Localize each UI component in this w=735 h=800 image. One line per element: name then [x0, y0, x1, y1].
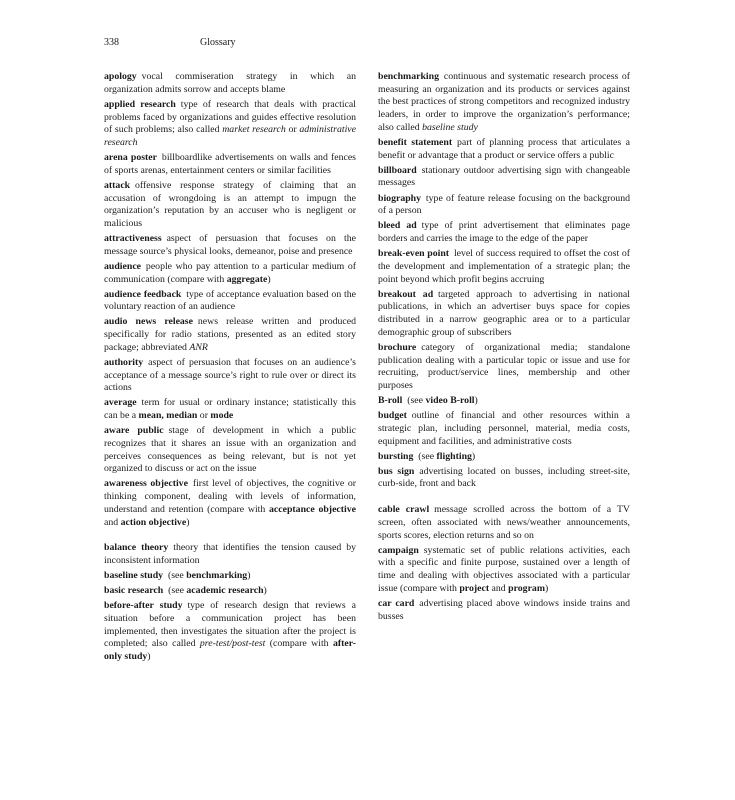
definition-text: ): [471, 450, 476, 462]
definition-text: ): [267, 273, 271, 285]
glossary-definition: [168, 570, 250, 581]
glossary-entry: [104, 585, 356, 598]
glossary-definition: [407, 395, 478, 406]
definition-text: news release written and produced specifically for radio stations, presented as an edited story package; abbreviated: [104, 316, 357, 353]
definition-text: type of acceptance evaluation based on the voluntary reaction of an audience: [104, 288, 356, 313]
glossary-definition: [104, 397, 356, 421]
glossary-entry: [104, 152, 356, 177]
glossary-entry: [104, 542, 356, 567]
definition-text: continuous and systematic research process of measuring an organization and its products or services against the best practices of strong competitors and recognized industry leaders, in order to improve the organization’s performance; also called: [378, 71, 630, 133]
glossary-entry: [378, 220, 630, 245]
definition-text: stationary outdoor advertising sign with changeable messages: [378, 164, 630, 189]
glossary-entry: [104, 261, 356, 286]
glossary-entry: [104, 570, 356, 583]
glossary-term: applied research: [104, 98, 176, 110]
alternate-term: market research: [222, 124, 286, 136]
definition-text: (see: [167, 570, 187, 581]
cross-reference-term: academic research: [186, 585, 264, 597]
definition-text: ): [474, 395, 478, 406]
glossary-term: audience feedback: [104, 288, 182, 300]
cross-reference-term: after-only study: [104, 638, 356, 662]
glossary-term: bursting: [378, 450, 414, 462]
glossary-term: audio news release: [104, 316, 193, 328]
definition-text: ): [147, 651, 151, 662]
glossary-term: biography: [378, 192, 422, 204]
definition-text: type of research that deals with practical problems faced by organizations and guides effective resolution of such problems; also called: [104, 98, 356, 136]
glossary-entry: [378, 598, 630, 623]
glossary-entry: [104, 397, 356, 422]
alternate-term: administrative research: [104, 124, 357, 148]
glossary-term: cable crawl: [378, 504, 430, 516]
cross-reference-term: action objective: [120, 516, 187, 528]
glossary-entry: [378, 466, 630, 491]
definition-text: (see: [168, 585, 187, 597]
glossary-entry: [104, 316, 356, 354]
definition-text: and: [489, 582, 509, 594]
glossary-term: bleed ad: [378, 220, 417, 232]
glossary-column-right: [378, 71, 630, 626]
definition-text: systematic set of public relations activities, each with a specific and finite purpose, sustained over a length of time and dealing with objectives associated with a particular issue (compare with: [378, 544, 630, 594]
glossary-definition: [378, 410, 630, 446]
definition-text: ): [263, 585, 267, 597]
definition-text: aspect of persuasion that focuses on the message source’s physical looks, demeanor, poise and presence: [104, 233, 356, 257]
glossary-entry: [378, 342, 630, 393]
glossary-column-left: [104, 71, 356, 666]
definition-text: (see: [418, 450, 437, 462]
glossary-term: balance theory: [104, 542, 169, 554]
definition-text: or: [197, 410, 211, 422]
glossary-term: authority: [104, 356, 144, 368]
cross-reference-term: aggregate: [226, 273, 268, 285]
glossary-entry: [378, 410, 630, 448]
glossary-entry: [378, 248, 630, 286]
glossary-term: attractiveness: [104, 233, 162, 244]
definition-text: vocal commiseration strategy in which an organization admits sorrow and accepts blame: [104, 71, 356, 95]
glossary-entry: [378, 545, 630, 596]
definition-text: billboardlike advertisements on walls and fences of sports arenas, entertainment centers or similar facilities: [104, 152, 356, 176]
glossary-definition: [168, 585, 267, 596]
definition-text: term for usual or ordinary instance; statistically this can be a: [104, 397, 356, 422]
definition-text: ): [247, 570, 251, 581]
glossary-term: break-even point: [378, 248, 450, 260]
glossary-term: brochure: [378, 341, 417, 353]
glossary-definition: [418, 451, 475, 462]
glossary-entry: [104, 425, 356, 476]
cross-reference-term: benchmarking: [186, 570, 248, 581]
glossary-term: aware public: [104, 425, 164, 437]
definition-text: advertising located on busses, including street-site, curb-side, front and back: [378, 465, 630, 490]
cross-reference-term: program: [508, 582, 545, 594]
definition-text: (compare with: [265, 638, 333, 650]
definition-text: (see: [407, 395, 426, 406]
definition-text: theory that identifies the tension caused by inconsistent information: [104, 542, 356, 566]
alternate-term: pre-test/post-test: [199, 638, 266, 650]
definition-text: type of research design that reviews a situation before a communication project has been implemented, then investigates the situation after the project is completed; also called: [104, 600, 356, 650]
definition-text: ): [186, 516, 190, 528]
glossary-entry: [104, 357, 356, 395]
glossary-term: bus sign: [378, 465, 415, 477]
glossary-term: before-after study: [104, 600, 183, 612]
glossary-term: awareness objective: [104, 478, 188, 490]
cross-reference-term: acceptance objective: [269, 503, 356, 515]
glossary-term: apology: [104, 71, 137, 82]
definition-text: or: [285, 124, 300, 136]
glossary-entry: [104, 71, 356, 96]
glossary-term: campaign: [378, 544, 419, 556]
glossary-entry: [104, 233, 356, 258]
definition-text: type of feature release focusing on the background of a person: [378, 192, 630, 217]
glossary-entry: [104, 600, 356, 664]
glossary-entry: [104, 478, 356, 529]
definition-text: stage of development in which a public recognizes that it shares an issue with an organization and perceives consequences as being relevant, but is not yet organized to discuss or act on the issue: [104, 425, 356, 475]
glossary-entry: [378, 165, 630, 190]
alternate-term: ANR: [189, 341, 208, 353]
glossary-entry: [378, 193, 630, 218]
glossary-entry: [378, 71, 630, 135]
glossary-entry: [378, 137, 630, 162]
definition-text: offensive response strategy of claiming that an accusation of wrongdoing is an attempt to impugn the organization’s reputation by an accuser who is negligent or malicious: [104, 179, 356, 229]
glossary-term: arena poster: [104, 152, 158, 163]
definition-text: ): [544, 582, 549, 594]
definition-text: part of planning process that articulates a benefit or advantage that a product or service offers a public: [378, 136, 630, 161]
cross-reference-term: project: [459, 582, 490, 594]
definition-text: message scrolled across the bottom of a TV screen, often associated with news/weather announcements, sports scores, election returns and so on: [378, 504, 631, 541]
glossary-term: breakout ad: [378, 288, 434, 300]
glossary-term: audience: [104, 260, 142, 272]
glossary-term: budget: [378, 410, 407, 422]
glossary-term: billboard: [378, 164, 417, 176]
cross-reference-term: flighting: [436, 450, 472, 462]
glossary-definition: [104, 71, 356, 95]
definition-text: level of success required to offset the cost of the development and implementation of a strategic plan; the point beyond which profit begins accruing: [378, 248, 630, 285]
cross-reference-term: video B-roll: [425, 395, 475, 406]
definition-text: and: [104, 516, 121, 528]
glossary-term: car card: [378, 597, 415, 609]
glossary-entry: [378, 289, 630, 340]
definition-text: first level of objectives, the cognitive or thinking component, dealing with levels of information, understand and retention (compare with: [104, 478, 356, 515]
page-number: 338: [104, 37, 119, 48]
cross-reference-term: mean, median: [138, 410, 198, 422]
glossary-term: B-roll: [378, 395, 403, 406]
glossary-entry: [378, 504, 630, 542]
glossary-entry: [378, 395, 630, 408]
glossary-term: attack: [104, 179, 131, 191]
glossary-entry: [104, 180, 356, 231]
definition-text: advertising placed above windows inside trains and busses: [378, 597, 630, 622]
definition-text: category of organizational media; standalone publication dealing with a particular topic or issue and use for recruiting, product/service lines, membership and other purposes: [378, 341, 630, 391]
cross-reference-term: mode: [210, 410, 234, 422]
glossary-entry: [104, 289, 356, 314]
glossary-term: benefit statement: [378, 136, 453, 148]
glossary-term: average: [104, 397, 137, 409]
glossary-term: basic research: [104, 585, 164, 597]
glossary-entry: [104, 99, 356, 150]
alternate-term: baseline study: [422, 121, 478, 133]
glossary-entry: [378, 451, 630, 464]
definition-text: type of print advertisement that eliminates page borders and carries the image to the edge of the paper: [378, 220, 630, 244]
glossary-definition: [104, 180, 356, 229]
definition-text: aspect of persuasion that focuses on an audience’s acceptance of a message source’s right to rule over or direct its actions: [104, 356, 356, 394]
glossary-term: baseline study: [104, 570, 164, 581]
definition-text: outline of financial and other resources within a strategic plan, including personnel, material, media costs, equipment and facilities, and administrative costs: [378, 410, 630, 447]
definition-text: targeted approach to advertising in national publications, in which an advertiser buys space for copies distributed in a narrow geographic area or to a particular demographic group of subscribers: [378, 288, 630, 338]
definition-text: people who pay attention to a particular medium of communication (compare with: [104, 260, 356, 285]
glossary-term: benchmarking: [378, 71, 439, 82]
running-head: Glossary: [200, 37, 236, 48]
